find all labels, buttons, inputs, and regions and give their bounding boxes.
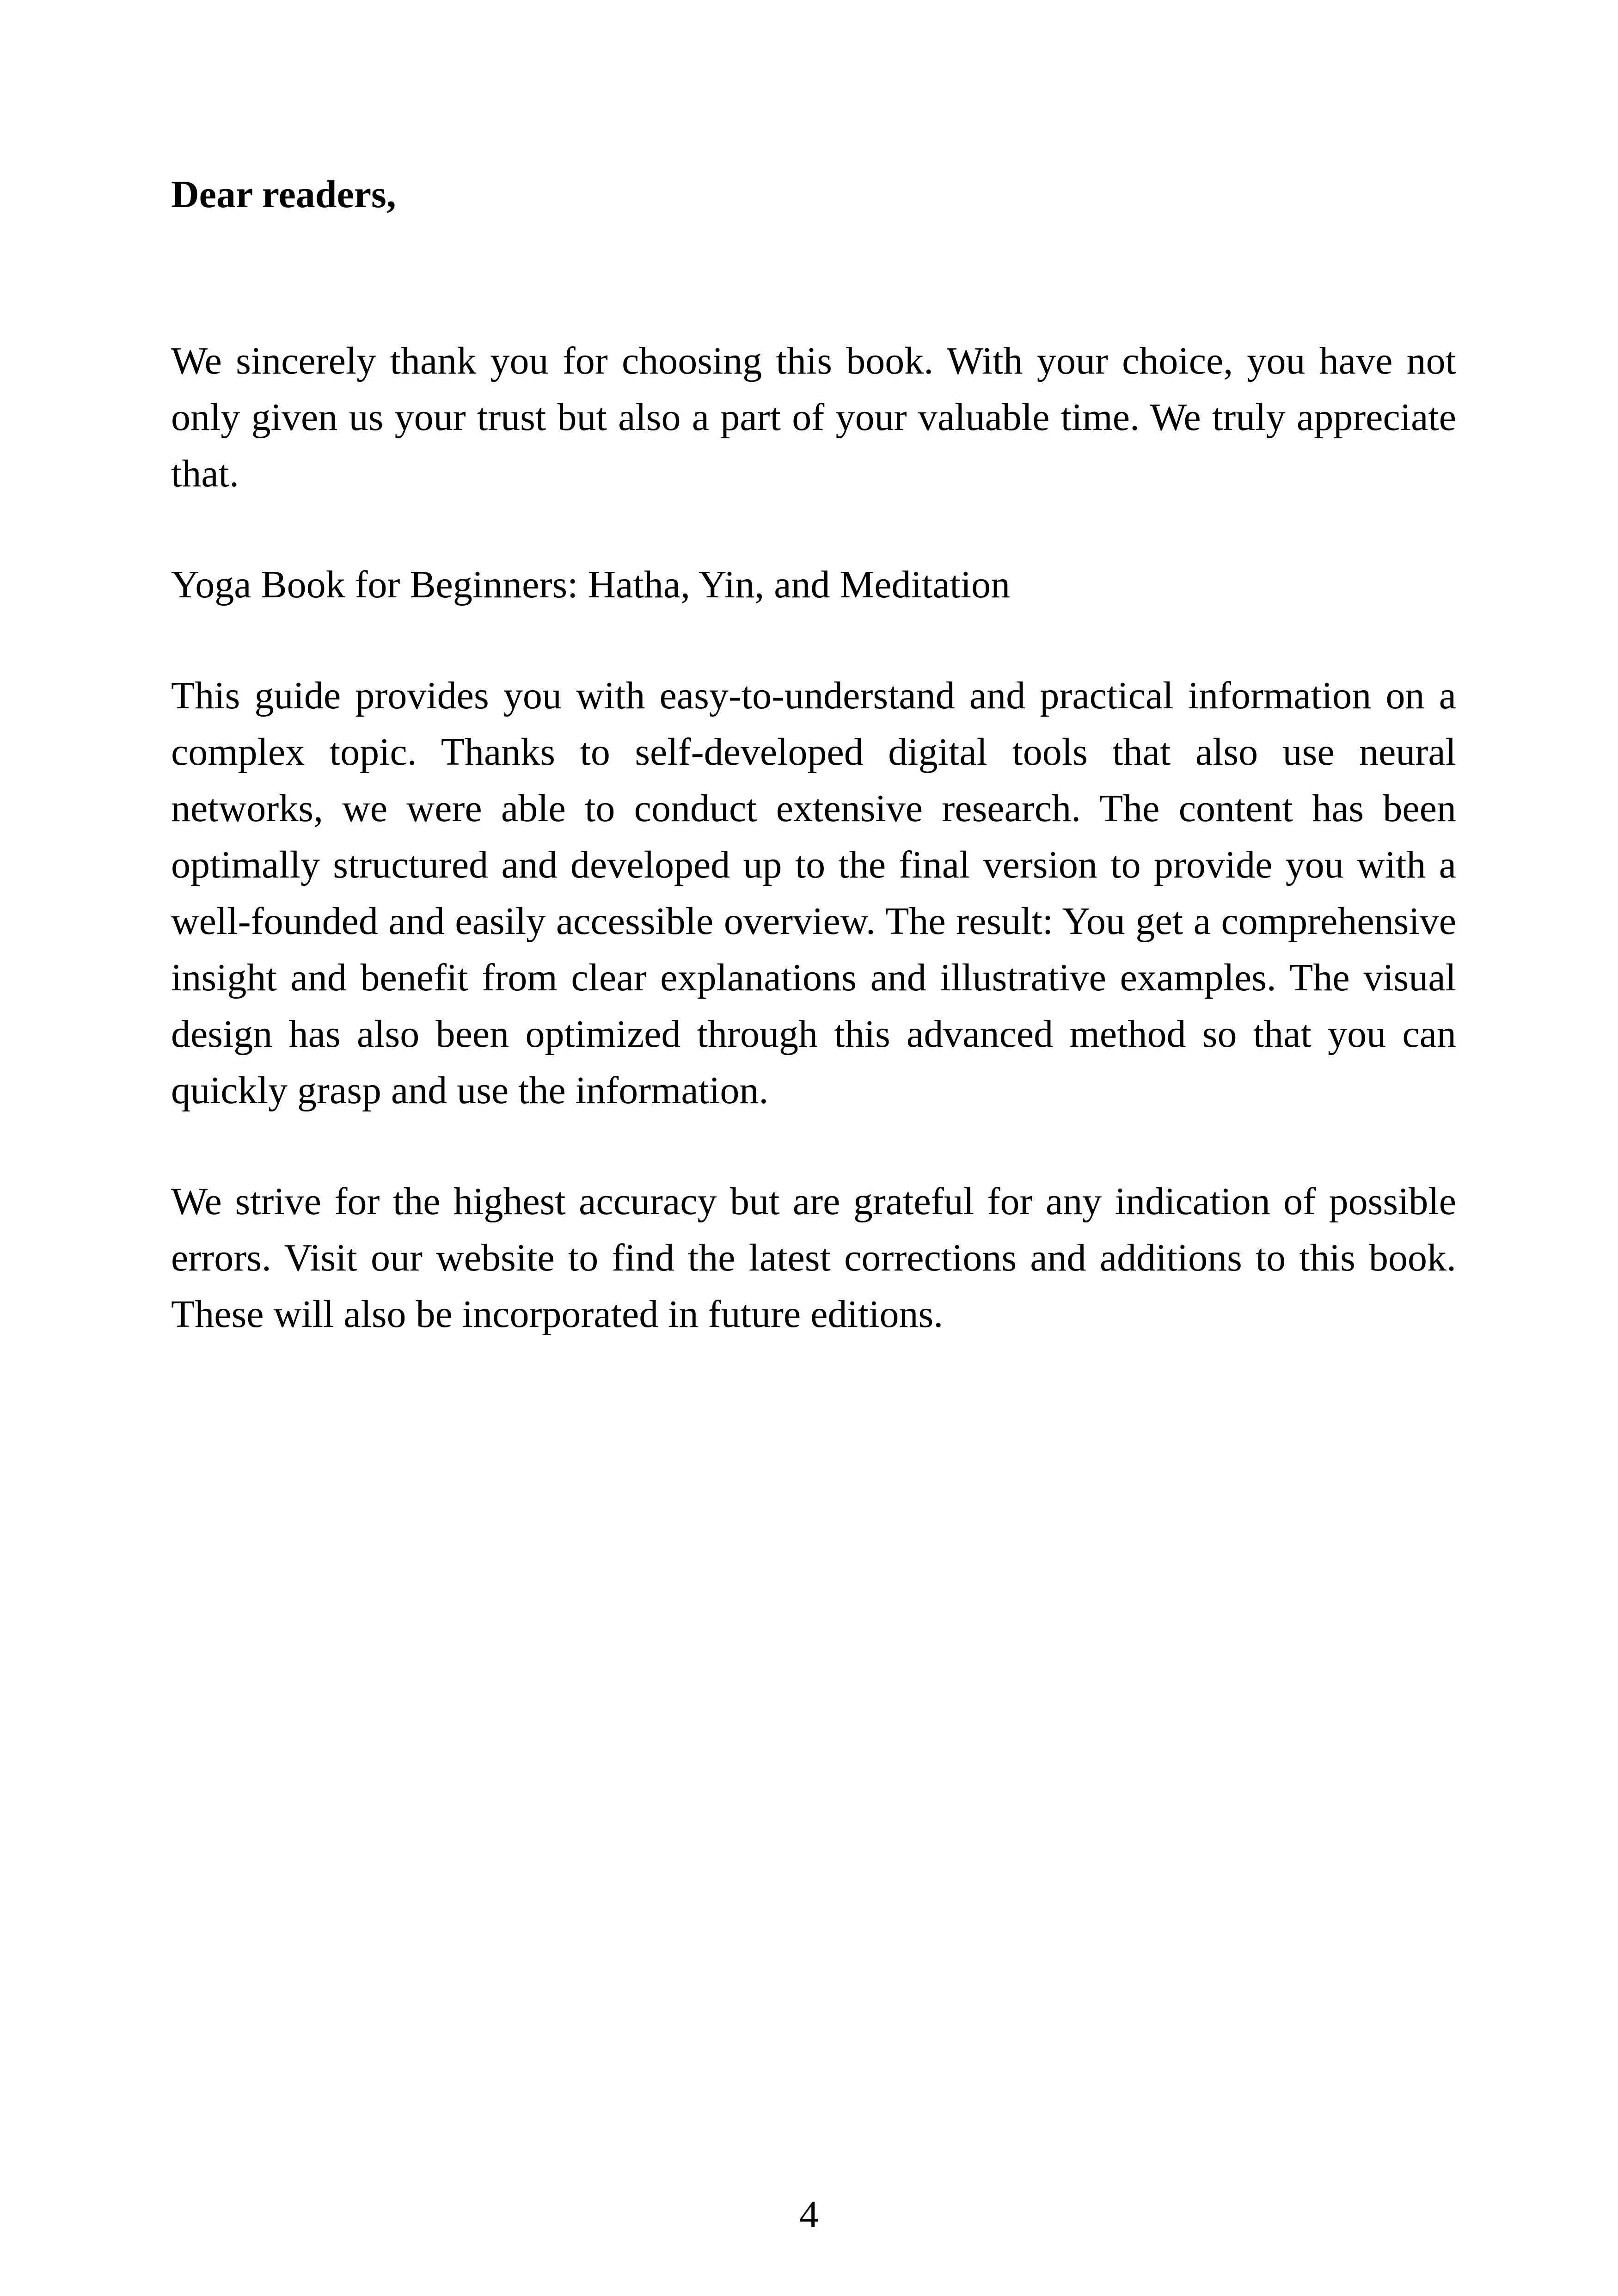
book-title-line: Yoga Book for Beginners: Hatha, Yin, and Meditation — [171, 563, 1011, 606]
letter-body — [171, 166, 1456, 1397]
salutation: Dear readers, — [171, 173, 396, 216]
paragraph-errors-notice: We strive for the highest accuracy but are grateful for any indication of possible errors. Visit our website to find the latest corrections and additions to this book. These will also be incorporated in future editions. — [171, 1180, 1456, 1336]
paragraph-thanks: We sincerely thank you for choosing this book. With your choice, you have not only given us your trust but also a part of your valuable time. We truly appreciate that. — [171, 339, 1456, 495]
page-number: 4 — [799, 2193, 819, 2236]
paragraph-guide-description: This guide provides you with easy-to-understand and practical information on a complex topic. Thanks to self-developed digital tools that also use neural networks, we were able to conduct extensive research. The content has been optimally structured and developed up to the final version to provide you with a well-founded and easily accessible overview. The result: You get a comprehensive insight and benefit from clear explanations and illustrative examples. The visual design has also been optimized through this advanced method so that you can quickly grasp and use the information. — [171, 674, 1456, 1112]
